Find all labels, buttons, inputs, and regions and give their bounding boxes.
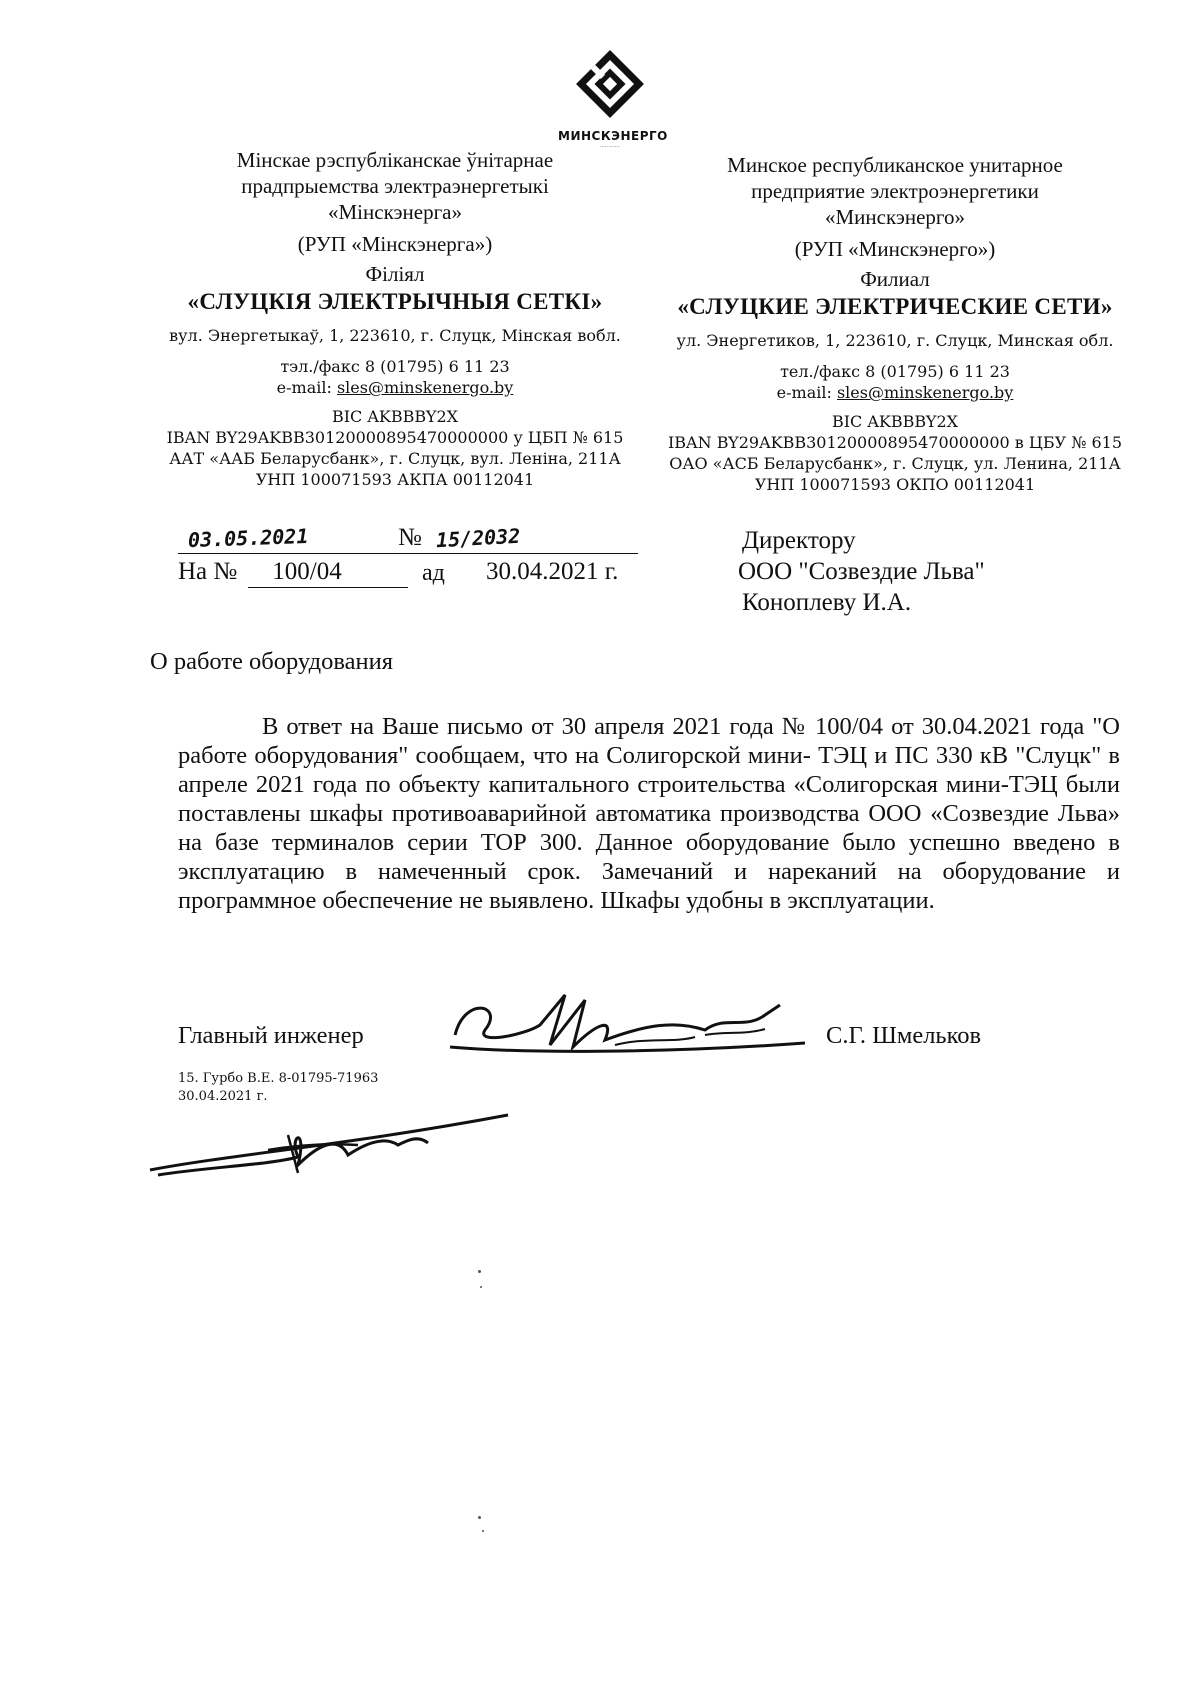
executor-line2: 30.04.2021 г.	[178, 1089, 268, 1104]
addressee-line1: Директору	[742, 527, 856, 554]
signature-position: Главный инженер	[178, 1022, 364, 1049]
header-ru-line1: Минское республиканское унитарное	[727, 153, 1063, 177]
executor-line1: 15. Гурбо В.Е. 8-01795-71963	[178, 1071, 379, 1086]
header-by-iban: IBAN BY29AKBB30120000895470000000 у ЦБП № 615	[166, 428, 624, 447]
reply-date: 30.04.2021 г.	[486, 558, 619, 585]
signature-name: С.Г. Шмельков	[826, 1022, 982, 1049]
signature-handwritten	[445, 985, 825, 1065]
executor-info	[178, 1070, 378, 1106]
header-by-line3: «Мінскэнерга»	[328, 200, 462, 224]
scan-dot	[478, 1516, 481, 1519]
header-ru-address: ул. Энергетиков, 1, 223610, г. Слуцк, Минская обл.	[676, 331, 1114, 350]
header-belarusian	[150, 147, 640, 490]
header-by-line2: прадпрыемства электраэнергетыкі	[241, 174, 549, 198]
header-ru-branch-label: Филиал	[860, 267, 930, 291]
header-by-branch-name: «СЛУЦКІЯ ЭЛЕКТРЫЧНЫЯ СЕТКІ»	[187, 289, 603, 314]
addressee-line2: ООО "Созвездие Льва"	[738, 558, 985, 585]
outgoing-number-label: №	[398, 524, 422, 551]
header-ru-line3: «Минскэнерго»	[824, 205, 966, 229]
letter-body-paragraph: В ответ на Ваше письмо от 30 апреля 2021 года № 100/04 от 30.04.2021 года "О работе оборудования" сообщаем, что на Солигорской мини- ТЭЦ и ПС 330 кВ "Слуцк" в апреле 2021 года по объекту капитального строительства «Солигорская мини-ТЭЦ были поставлены шкафы противоаварийной автоматика производства ООО «Созвездие Льва» на базе терминалов серии ТОР 300. Данное оборудование было успешно введено в эксплуатацию в намеченный срок. Замечаний и нареканий на оборудование и программное обеспечение не выявлено. Шкафы удобны в эксплуатации.	[178, 713, 1120, 914]
reply-number-underline	[248, 587, 408, 588]
header-ru-bic: BIC AKBBBY2X	[831, 412, 959, 431]
header-ru-bank: ОАО «АСБ Беларусбанк», г. Слуцк, ул. Ленина, 211А	[669, 454, 1121, 473]
addressee-line3: Коноплеву И.А.	[742, 589, 912, 616]
letter-subject: О работе оборудования	[150, 648, 393, 675]
header-by-phone: тэл./факс 8 (01795) 6 11 23	[280, 357, 510, 376]
scan-dot	[478, 1270, 481, 1273]
header-by-email-link[interactable]: sles@minskenergo.by	[336, 378, 514, 397]
header-ru-email-label: e-mail:	[776, 383, 837, 402]
header-ru-line2: предприятие электроэнергетики	[751, 179, 1039, 203]
reply-label: На №	[178, 558, 238, 585]
header-by-bic: BIC AKBBBY2X	[331, 407, 459, 426]
logo-subtitle: …………	[600, 143, 620, 149]
outgoing-number: 15/2032	[435, 523, 521, 553]
header-by-email-row	[150, 377, 640, 398]
addressee	[738, 525, 985, 618]
header-by-address: вул. Энергетыкаў, 1, 223610, г. Слуцк, Мінская вобл.	[169, 326, 621, 345]
header-russian	[650, 152, 1140, 495]
header-by-branch-label: Філіял	[365, 262, 425, 286]
header-ru-line4: (РУП «Минскэнерго»)	[794, 237, 996, 261]
header-by-line4: (РУП «Мінскэнерга»)	[297, 232, 493, 256]
header-ru-iban: IBAN BY29AKBB30120000895470000000 в ЦБУ № 615	[667, 433, 1123, 452]
header-ru-branch-name: «СЛУЦКИЕ ЭЛЕКТРИЧЕСКИЕ СЕТИ»	[677, 294, 1113, 319]
header-ru-email-link[interactable]: sles@minskenergo.by	[836, 383, 1014, 402]
header-by-email-label: e-mail:	[276, 378, 337, 397]
header-ru-phone: тел./факс 8 (01795) 6 11 23	[780, 362, 1010, 381]
header-ru-unp: УНП 100071593 ОКПО 00112041	[754, 475, 1036, 494]
minskenergo-logo-icon	[558, 46, 662, 126]
reply-from-label: ад	[422, 560, 445, 586]
logo-name: МИНСКЭНЕРГО	[558, 129, 668, 143]
registration-block	[178, 522, 648, 592]
header-by-bank: ААТ «ААБ Беларусбанк», г. Слуцк, вул. Леніна, 211А	[169, 449, 621, 468]
header-ru-email-row	[650, 382, 1140, 403]
scan-dot	[482, 1530, 484, 1532]
logo	[558, 46, 668, 149]
reply-number: 100/04	[272, 558, 342, 585]
header-by-line1: Мінскае рэспубліканскае ўнітарнае	[236, 148, 554, 172]
header-by-unp: УНП 100071593 АКПА 00112041	[255, 470, 535, 489]
handwritten-mark	[148, 1105, 518, 1180]
outgoing-date: 03.05.2021	[187, 523, 309, 553]
outgoing-underline	[178, 553, 638, 554]
scan-dot	[480, 1286, 482, 1288]
letter-body	[178, 712, 1120, 915]
